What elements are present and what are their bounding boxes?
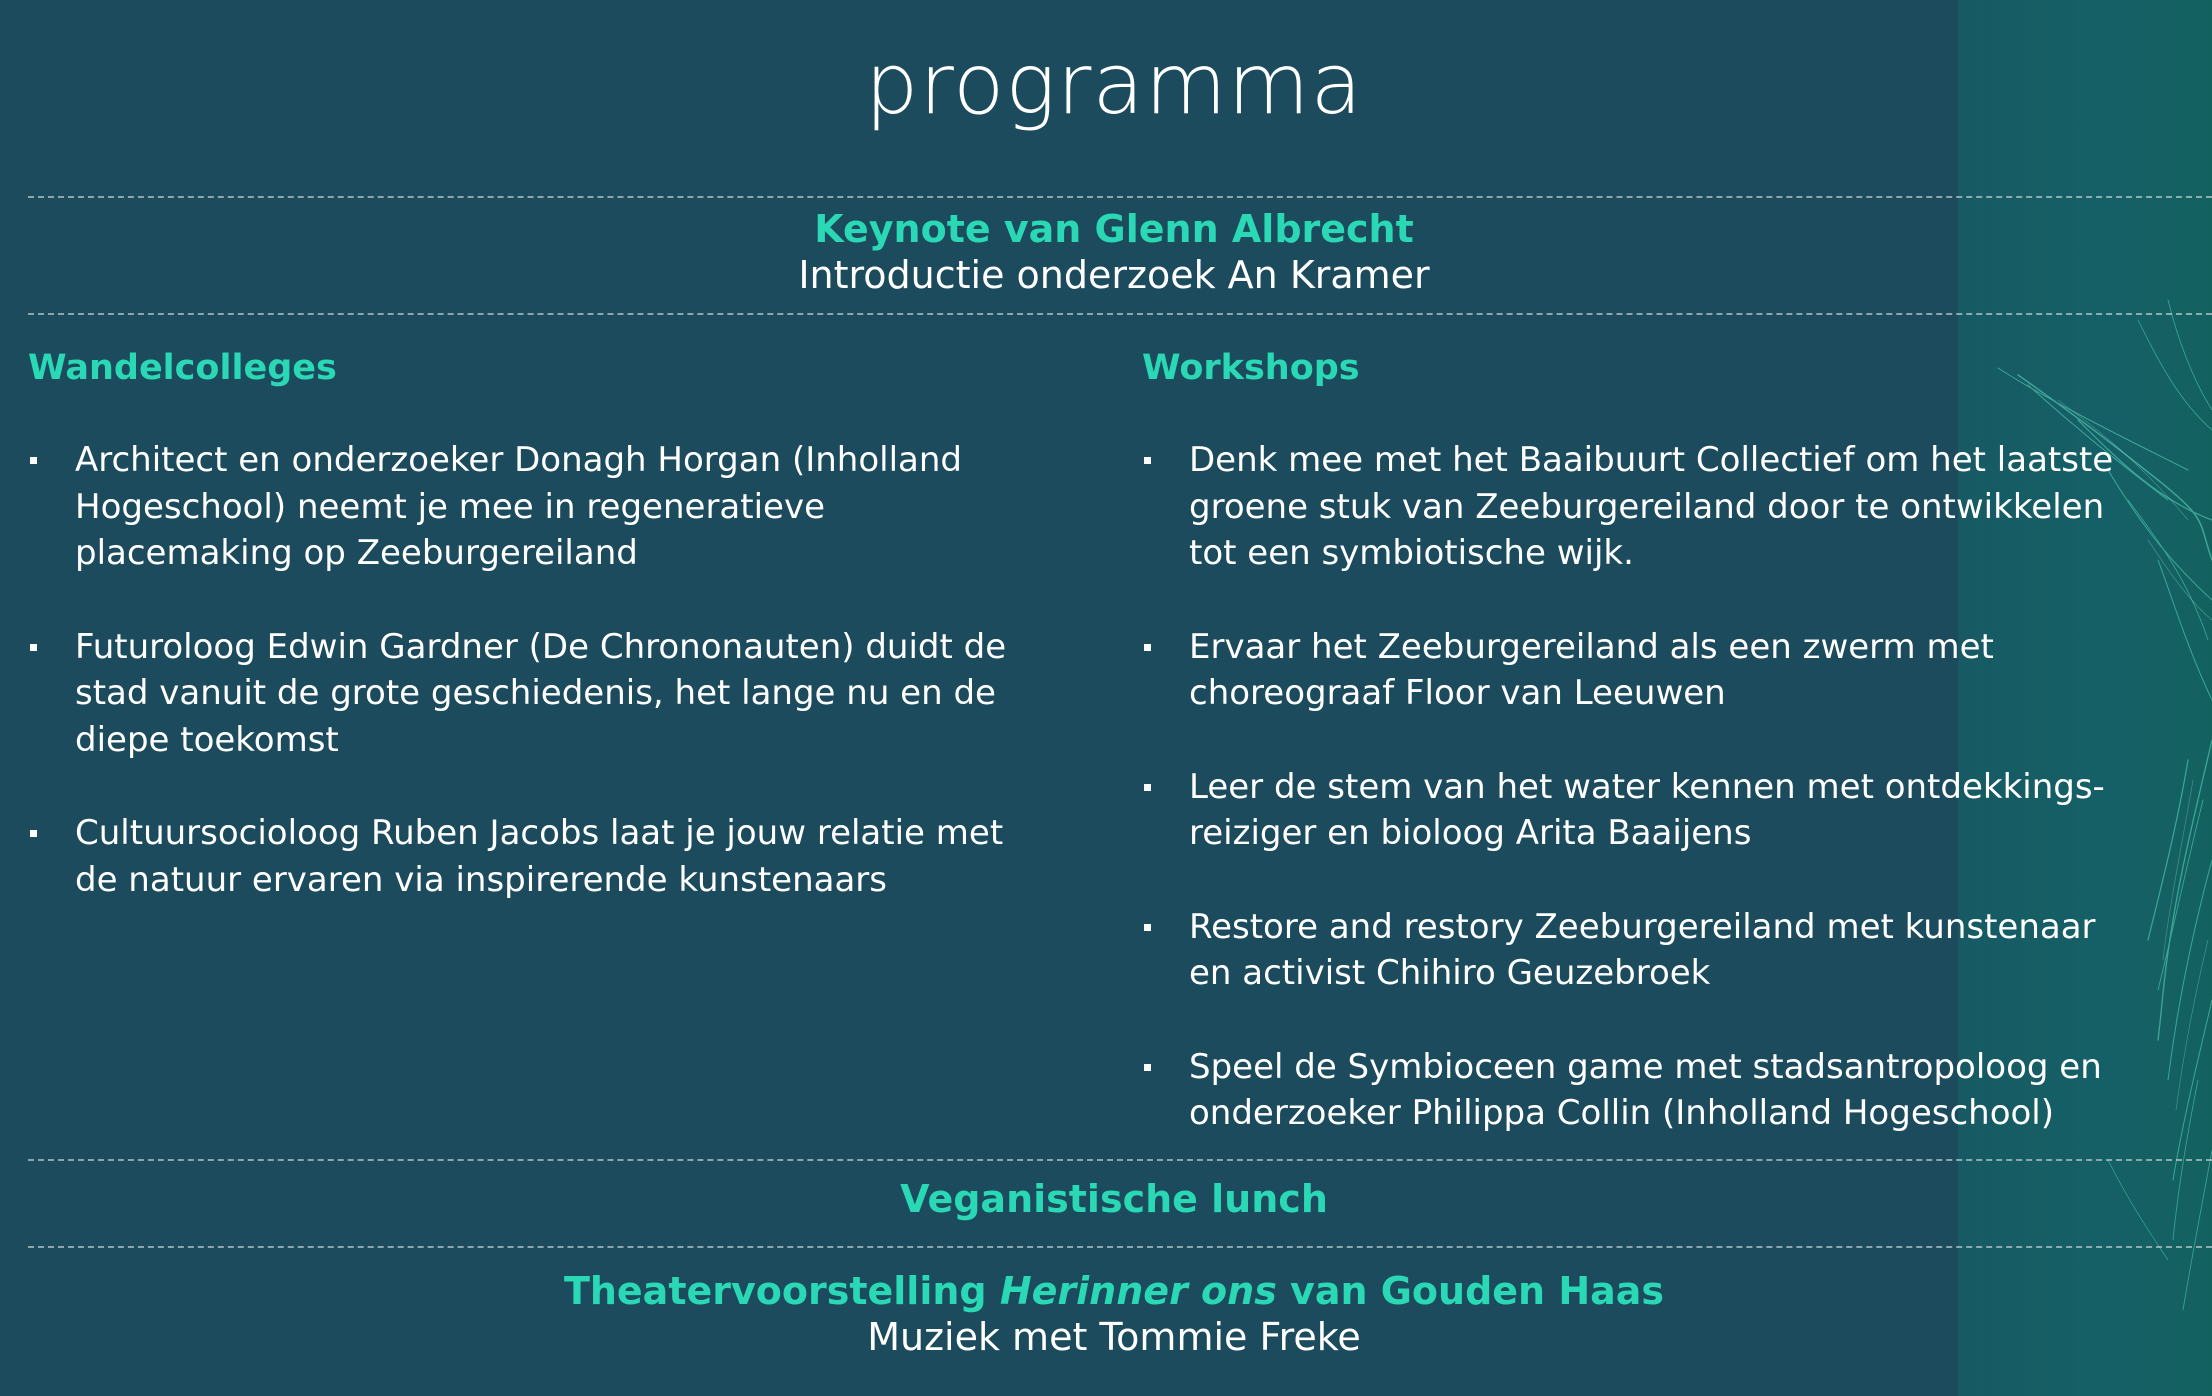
bullet-icon [1144,784,1151,791]
list-item [1142,904,2142,997]
bullet-icon [1144,457,1151,464]
theater-heading-suffix: van Gouden Haas [1276,1269,1665,1313]
list-item [1142,764,2142,857]
dashed-divider [28,1159,2212,1161]
keynote-subtitle: Introductie onderzoek An Kramer [798,253,1430,297]
list-item [1142,624,2142,717]
lunch-section [0,1176,2212,1222]
list-item [28,810,1048,903]
keynote-heading: Keynote van Glenn Albrecht [814,207,1414,251]
list-item [1142,437,2142,577]
list-item [28,624,1048,764]
dashed-divider [28,313,2212,315]
wandelcolleges-heading: Wandelcolleges [28,348,337,388]
theater-play-title: Herinner ons [999,1269,1277,1313]
list-item-text: Restore and restory Zeeburgereiland met kunstenaar en activist Chihiro Geuzebroek [1189,906,2096,993]
bullet-icon [30,644,37,651]
wandelcolleges-list [28,437,1048,950]
list-item-text: Futuroloog Edwin Gardner (De Chrononauten) duidt de stad vanuit de grote geschiedenis, het lange nu en de diepe toekomst [75,626,1007,760]
list-item-text: Ervaar het Zeeburgereiland als een zwerm met choreograaf Floor van Leeuwen [1189,626,1994,713]
list-item-text: Cultuursocioloog Ruben Jacobs laat je jouw relatie met de natuur ervaren via inspirerende kunstenaars [75,813,1004,900]
page-title: programma [865,35,1363,133]
bullet-icon [30,830,37,837]
list-item [28,437,1048,577]
theater-heading-prefix: Theatervoorstelling [563,1269,1000,1313]
bullet-icon [1144,644,1151,651]
list-item-text: Leer de stem van het water kennen met ontdekkings-reiziger en bioloog Arita Baaijens [1189,766,2105,853]
bullet-icon [1144,1064,1151,1071]
bullet-icon [1144,924,1151,931]
theater-section [0,1268,2212,1360]
list-item [1142,1044,2142,1137]
bullet-icon [30,457,37,464]
dashed-divider [28,1246,2212,1248]
list-item-text: Architect en onderzoeker Donagh Horgan (Inholland Hogeschool) neemt je mee in regeneratieve placemaking op Zeeburgereiland [75,440,962,573]
workshops-list [1142,437,2142,1184]
lunch-heading: Veganistische lunch [900,1177,1328,1221]
keynote-section [0,206,2212,298]
list-item-text: Denk mee met het Baaibuurt Collectief om het laatste groene stuk van Zeeburgereiland door te ontwikkelen tot een symbiotische wijk. [1189,440,2114,573]
list-item-text: Speel de Symbioceen game met stadsantropoloog en onderzoeker Philippa Collin (Inholland Hogeschool) [1189,1046,2102,1133]
theater-heading [0,1268,2212,1314]
workshops-heading: Workshops [1142,348,1360,388]
dashed-divider [28,196,2212,198]
theater-subtitle: Muziek met Tommie Freke [867,1315,1361,1359]
